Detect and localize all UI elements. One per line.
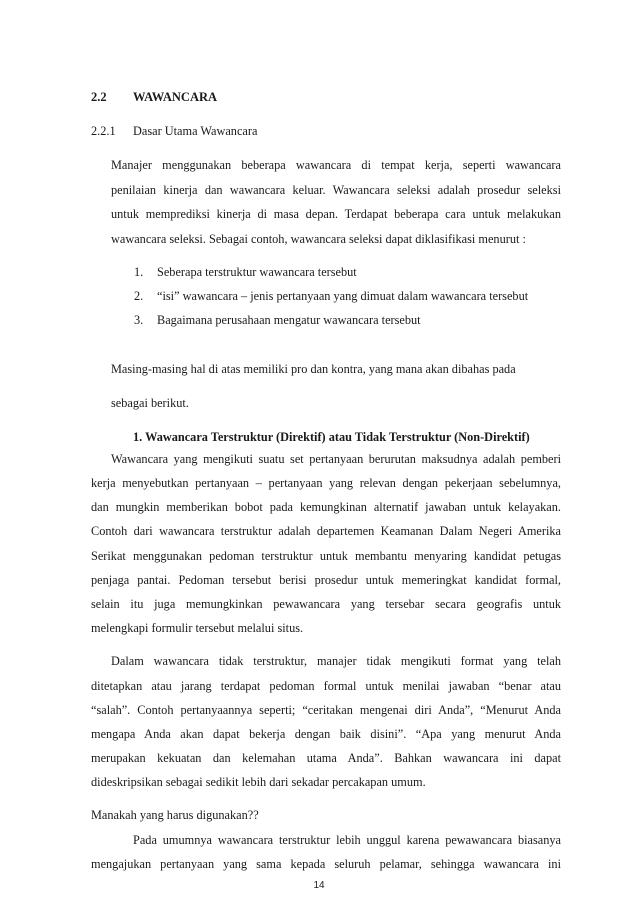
paragraph-line: Masing-masing hal di atas memiliki pro dan kontra, yang mana akan dibahas pada [111,362,516,376]
paragraph-line: melengkapi formulir tersebut melalui situs. [91,621,304,635]
paragraph-line: Dalam wawancara tidak terstruktur, manajer tidak mengikuti format yang telah [111,654,561,668]
list-item-number: 1. [134,265,144,279]
intro-line: wawancara seleksi. Sebagai contoh, wawancara seleksi dapat diklasifikasi menurut : [111,232,526,246]
paragraph-line: dan mungkin memberikan bobot pada kemungkinan alternatif jawaban untuk kelayakan. [91,500,561,514]
list-item: “isi” wawancara – jenis pertanyaan yang dimuat dalam wawancara tersebut [157,289,529,303]
list-item-number: 2. [134,289,144,303]
paragraph-line: ditetapkan atau jarang terdapat pedoman formal untuk menilai jawaban “benar atau [91,679,561,693]
paragraph-line: Pada umumnya wawancara terstruktur lebih unggul karena pewawancara biasanya [133,833,561,847]
paragraph-line: selain itu juga memungkinkan pewawancara yang tersebar secara geografis untuk [91,597,561,611]
question-line: Manakah yang harus digunakan?? [91,808,259,822]
list-item: Seberapa terstruktur wawancara tersebut [157,265,357,279]
intro-line: untuk memprediksi kinerja di masa depan. Terdapat beberapa cara untuk melakukan [111,207,561,221]
intro-line: penilaian kinerja dan wawancara keluar. Wawancara seleksi adalah prosedur seleksi [111,183,561,197]
paragraph-line: mengapa Anda akan dapat bekerja dengan baik disini”. “Apa yang menurut Anda [91,727,561,741]
list-item-number: 3. [134,313,144,327]
paragraph-line: penjaga pantai. Pedoman tersebut berisi prosedur untuk memeringkat kandidat formal, [91,573,561,587]
subsection-title: Dasar Utama Wawancara [133,124,258,138]
paragraph-line: Contoh dari wawancara terstruktur adalah departemen Keamanan Dalam Negeri Amerika [91,524,561,538]
paragraph-line: sebagai berikut. [111,396,189,410]
subsection-number: 2.2.1 [91,124,116,138]
paragraph-line: Serikat menggunakan pedoman terstruktur untuk membantu menyaring kandidat petugas [91,549,561,563]
numbered-heading: 1. Wawancara Terstruktur (Direktif) atau Tidak Terstruktur (Non-Direktif) [133,430,530,444]
paragraph-line: kerja menyebutkan pertanyaan – pertanyaan yang relevan dengan pekerjaan sebelumnya, [91,476,561,490]
list-item: Bagaimana perusahaan mengatur wawancara tersebut [157,313,421,327]
section-number: 2.2 [91,90,107,104]
section-title: WAWANCARA [133,90,218,104]
paragraph-line: Wawancara yang mengikuti suatu set pertanyaan berurutan maksudnya adalah pemberi [111,452,561,466]
paragraph-line: dideskripsikan sebagai sedikit lebih dari sekadar percakapan umum. [91,775,426,789]
paragraph-line: “salah”. Contoh pertanyaannya seperti; “ceritakan mengenai diri Anda”, “Menurut Anda [91,703,561,717]
intro-line: Manajer menggunakan beberapa wawancara di tempat kerja, seperti wawancara [111,158,561,172]
paragraph-line: mengajukan pertanyaan yang sama kepada seluruh pelamar, sehingga wawancara ini [91,857,561,871]
page-number: 14 [313,880,325,891]
paragraph-line: merupakan kekuatan dan kelemahan utama Anda”. Bahkan wawancara ini dapat [91,751,561,765]
